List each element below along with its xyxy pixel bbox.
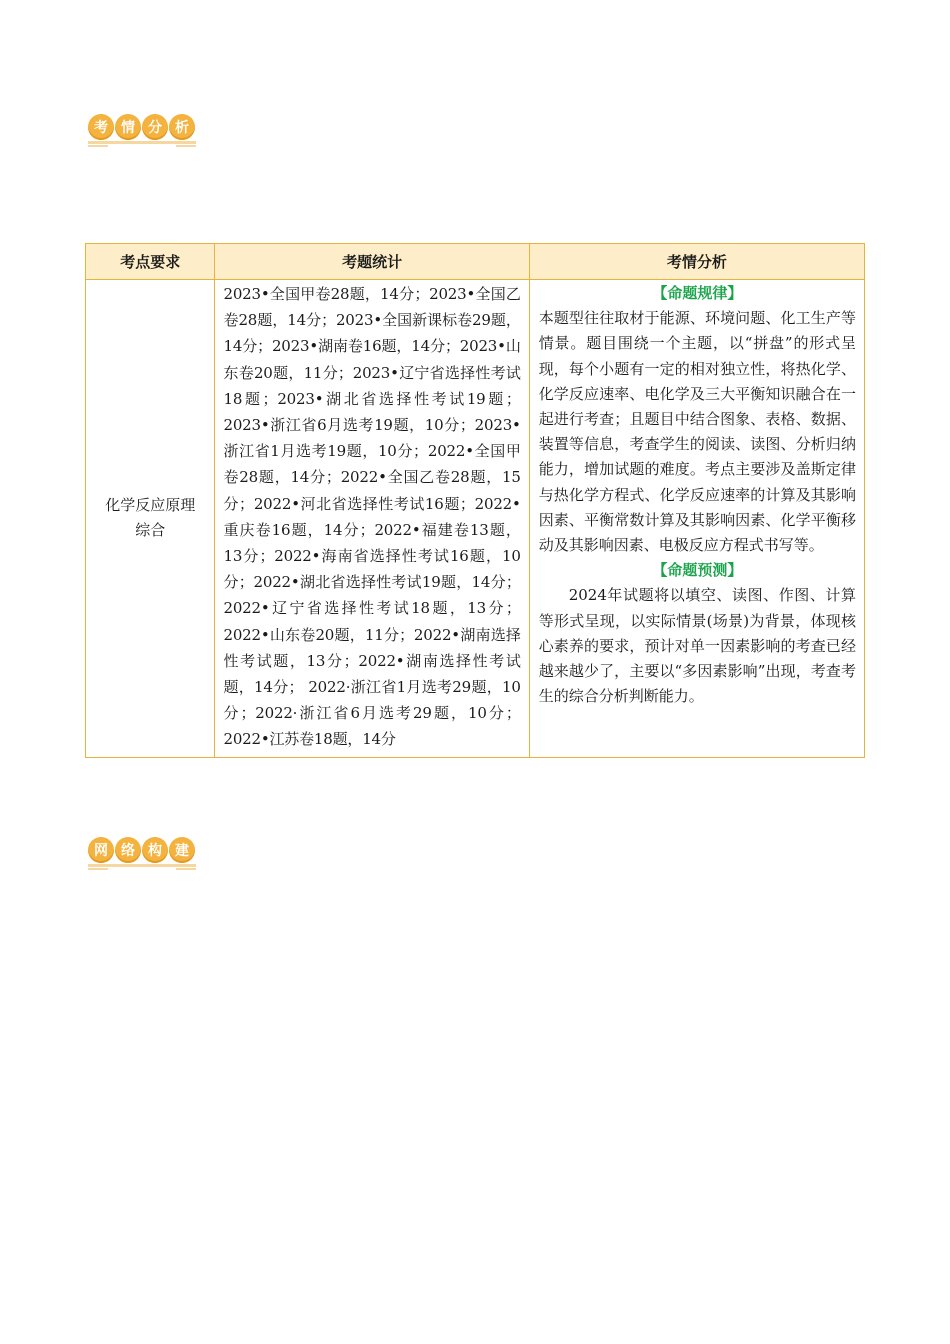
badge-char: 考 <box>88 114 114 140</box>
badge-underline-right <box>176 868 196 870</box>
predict-title: 【命题预测】 <box>652 561 743 580</box>
badge-char: 建 <box>169 837 195 863</box>
badge-underline <box>88 864 196 867</box>
table-row <box>86 280 865 758</box>
analysis-cell <box>529 280 864 758</box>
badge-char: 情 <box>115 114 141 140</box>
badge-char: 络 <box>115 837 141 863</box>
header-statistics: 考题统计 <box>215 244 529 280</box>
predict-text: 2024年试题将以填空、读图、作图、计算等形式呈现，以实际情景(场景)为背景，体现核心素养的要求，预计对单一因素影响的考查已经越来越少了，主要以“多因素影响”出现，考查考生的综合分析判断能力。 <box>538 586 856 706</box>
section-badge-analysis <box>88 114 208 154</box>
badge-char: 网 <box>88 837 114 863</box>
rule-text: 本题型往往取材于能源、环境问题、化工生产等情景。题目围绕一个主题，以“拼盘”的形式呈现，每个小题有一定的相对独立性，将热化学、化学反应速率、电化学及三大平衡知识融合在一起进行考查；且题目中结合图象、表格、数据、装置等信息，考查学生的阅读、读图、分析归纳能力，增加试题的难度。考点主要涉及盖斯定律与热化学方程式、化学反应速率的计算及其影响因素、平衡常数计算及其影响因素、化学平衡移动及其影响因素、电极反应方程式书写等。 <box>538 309 856 555</box>
section-badge-network <box>88 837 208 877</box>
header-analysis: 考情分析 <box>529 244 864 280</box>
requirement-cell: 化学反应原理综合 <box>86 280 215 758</box>
badge-char: 析 <box>169 114 195 140</box>
rule-title: 【命题规律】 <box>652 284 743 302</box>
table-header-row <box>86 244 865 280</box>
badge-char: 构 <box>142 837 168 863</box>
badge-underline-left <box>88 145 108 147</box>
badge-underline-right <box>176 145 196 147</box>
badge-char: 分 <box>142 114 168 140</box>
exam-analysis-table <box>85 243 865 758</box>
badge-underline-left <box>88 868 108 870</box>
statistics-cell: 2023•全国甲卷28题，14分；2023•全国乙卷28题，14分；2023•全国新课标卷29题，14分；2023•湖南卷16题，14分；2023•山东卷20题，11分；2023•辽宁省选择性考试18题；2023•湖北省选择性考试19题；2023•浙江省6月选考19题，10分；2023•浙江省1月选考19题，10分；2022•全国甲卷28题，14分；2022•全国乙卷28题，15分；2022•河北省选择性考试16题；2022•重庆卷16题，14分；2022•福建卷13题，13分；2022•海南省选择性考试16题，10分；2022•湖北省选择性考试19题，14分；2022•辽宁省选择性考试18题，13分；2022•山东卷20题，11分；2022•湖南选择性考试题，13分；2022•湖南选择性考试题，14分； 2022·浙江省1月选考29题，10分；2022·浙江省6月选考29题，10分；2022•江苏卷18题，14分 <box>215 280 529 758</box>
header-requirement: 考点要求 <box>86 244 215 280</box>
badge-underline <box>88 141 196 144</box>
